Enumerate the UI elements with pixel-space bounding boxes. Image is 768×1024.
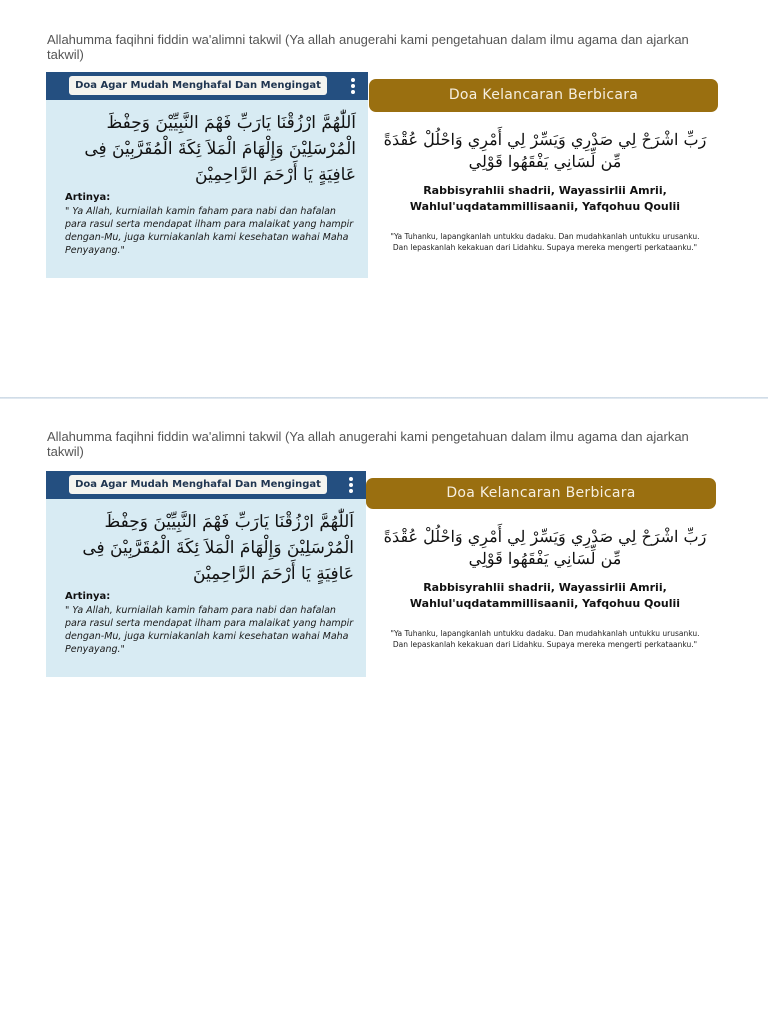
artinya-label: Artinya: bbox=[65, 591, 111, 602]
kelancaran-arabic-text: رَبِّ اشْرَحْ لِي صَدْرِي وَيَسِّرْ لِي أَمْرِي وَاحْلُلْ عُقْدَةً مِّن لِّسَانِي يَفْقَهُوا قَوْلِي bbox=[383, 130, 707, 171]
kelancaran-meaning: "Ya Tuhanku, lapangkanlah untukku dadaku. Dan mudahkanlah untukku urusanku. Dan lepaskanlah kekakuan dari Lidahku. Supaya mereka mengerti perkataanku." bbox=[390, 232, 700, 252]
doa-section-2 bbox=[0, 429, 768, 729]
kelancaran-title-banner bbox=[369, 79, 718, 112]
doa-hafalan-card bbox=[46, 471, 366, 677]
artinya-text: " Ya Allah, kurniailah kamin faham para nabi dan hafalan para rasul serta mendapat ilham para malaikat yang hampir dengan-Mu, juga kurniakanlah kami kesehatan wahai Maha Penyayang." bbox=[65, 206, 354, 256]
intro-text: Allahumma faqihni fiddin wa'alimni takwil (Ya allah anugerahi kami pengetahuan dalam ilmu agama dan ajarkan takwil) bbox=[47, 32, 689, 62]
page-divider bbox=[0, 397, 768, 399]
intro-text: Allahumma faqihni fiddin wa'alimni takwil (Ya allah anugerahi kami pengetahuan dalam ilmu agama dan ajarkan takwil) bbox=[47, 429, 689, 459]
kelancaran-arabic-text: رَبِّ اشْرَحْ لِي صَدْرِي وَيَسِّرْ لِي أَمْرِي وَاحْلُلْ عُقْدَةً مِّن لِّسَانِي يَفْقَهُوا قَوْلِي bbox=[383, 527, 707, 568]
kebab-menu-icon[interactable] bbox=[350, 77, 356, 95]
card-header-title: Doa Agar Mudah Menghafal Dan Mengingat bbox=[69, 76, 327, 95]
kelancaran-transliteration: Rabbisyrahlii shadrii, Wayassirlii Amrii, Wahlul'uqdatammillisaanii, Yafqohuu Qoulii bbox=[409, 184, 681, 213]
artinya-text: " Ya Allah, kurniailah kamin faham para nabi dan hafalan para rasul serta mendapat ilham para malaikat yang hampir dengan-Mu, juga kurniakanlah kami kesehatan wahai Maha Penyayang." bbox=[65, 605, 354, 655]
card-header-bar bbox=[46, 471, 366, 499]
kelancaran-title-banner bbox=[366, 478, 716, 509]
card-header-title: Doa Agar Mudah Menghafal Dan Mengingat bbox=[69, 475, 327, 494]
doa-arabic-text: اَللّٰهُمَّ ارْزُقْنَا يَارَبِّ فَهْمَ النَّبِيِّيْنَ وَحِفْظَ الْمُرْسَلِيْنَ وَإِلْهَامَ الْمَلاَ ئِكَةَ الْمُقَرَّبِيْنَ فِى عَافِيَةٍ يَا أَرْحَمَ الرَّاحِمِيْنَ bbox=[82, 512, 354, 584]
artinya-label: Artinya: bbox=[65, 192, 111, 203]
kelancaran-title: Doa Kelancaran Berbicara bbox=[446, 485, 636, 501]
doa-hafalan-card bbox=[46, 72, 368, 278]
doa-arabic-text: اَللّٰهُمَّ ارْزُقْنَا يَارَبِّ فَهْمَ النَّبِيِّيْنَ وَحِفْظَ الْمُرْسَلِيْنَ وَإِلْهَامَ الْمَلاَ ئِكَةَ الْمُقَرَّبِيْنَ فِى عَافِيَةٍ يَا أَرْحَمَ الرَّاحِمِيْنَ bbox=[84, 113, 356, 185]
doa-section-1 bbox=[0, 32, 768, 332]
kelancaran-title: Doa Kelancaran Berbicara bbox=[448, 87, 639, 103]
kelancaran-transliteration: Rabbisyrahlii shadrii, Wayassirlii Amrii, Wahlul'uqdatammillisaanii, Yafqohuu Qoulii bbox=[409, 581, 681, 610]
card-header-bar bbox=[46, 72, 368, 100]
kebab-menu-icon[interactable] bbox=[348, 476, 354, 494]
kelancaran-meaning: "Ya Tuhanku, lapangkanlah untukku dadaku. Dan mudahkanlah untukku urusanku. Dan lepaskanlah kekakuan dari Lidahku. Supaya mereka mengerti perkataanku." bbox=[390, 629, 700, 649]
